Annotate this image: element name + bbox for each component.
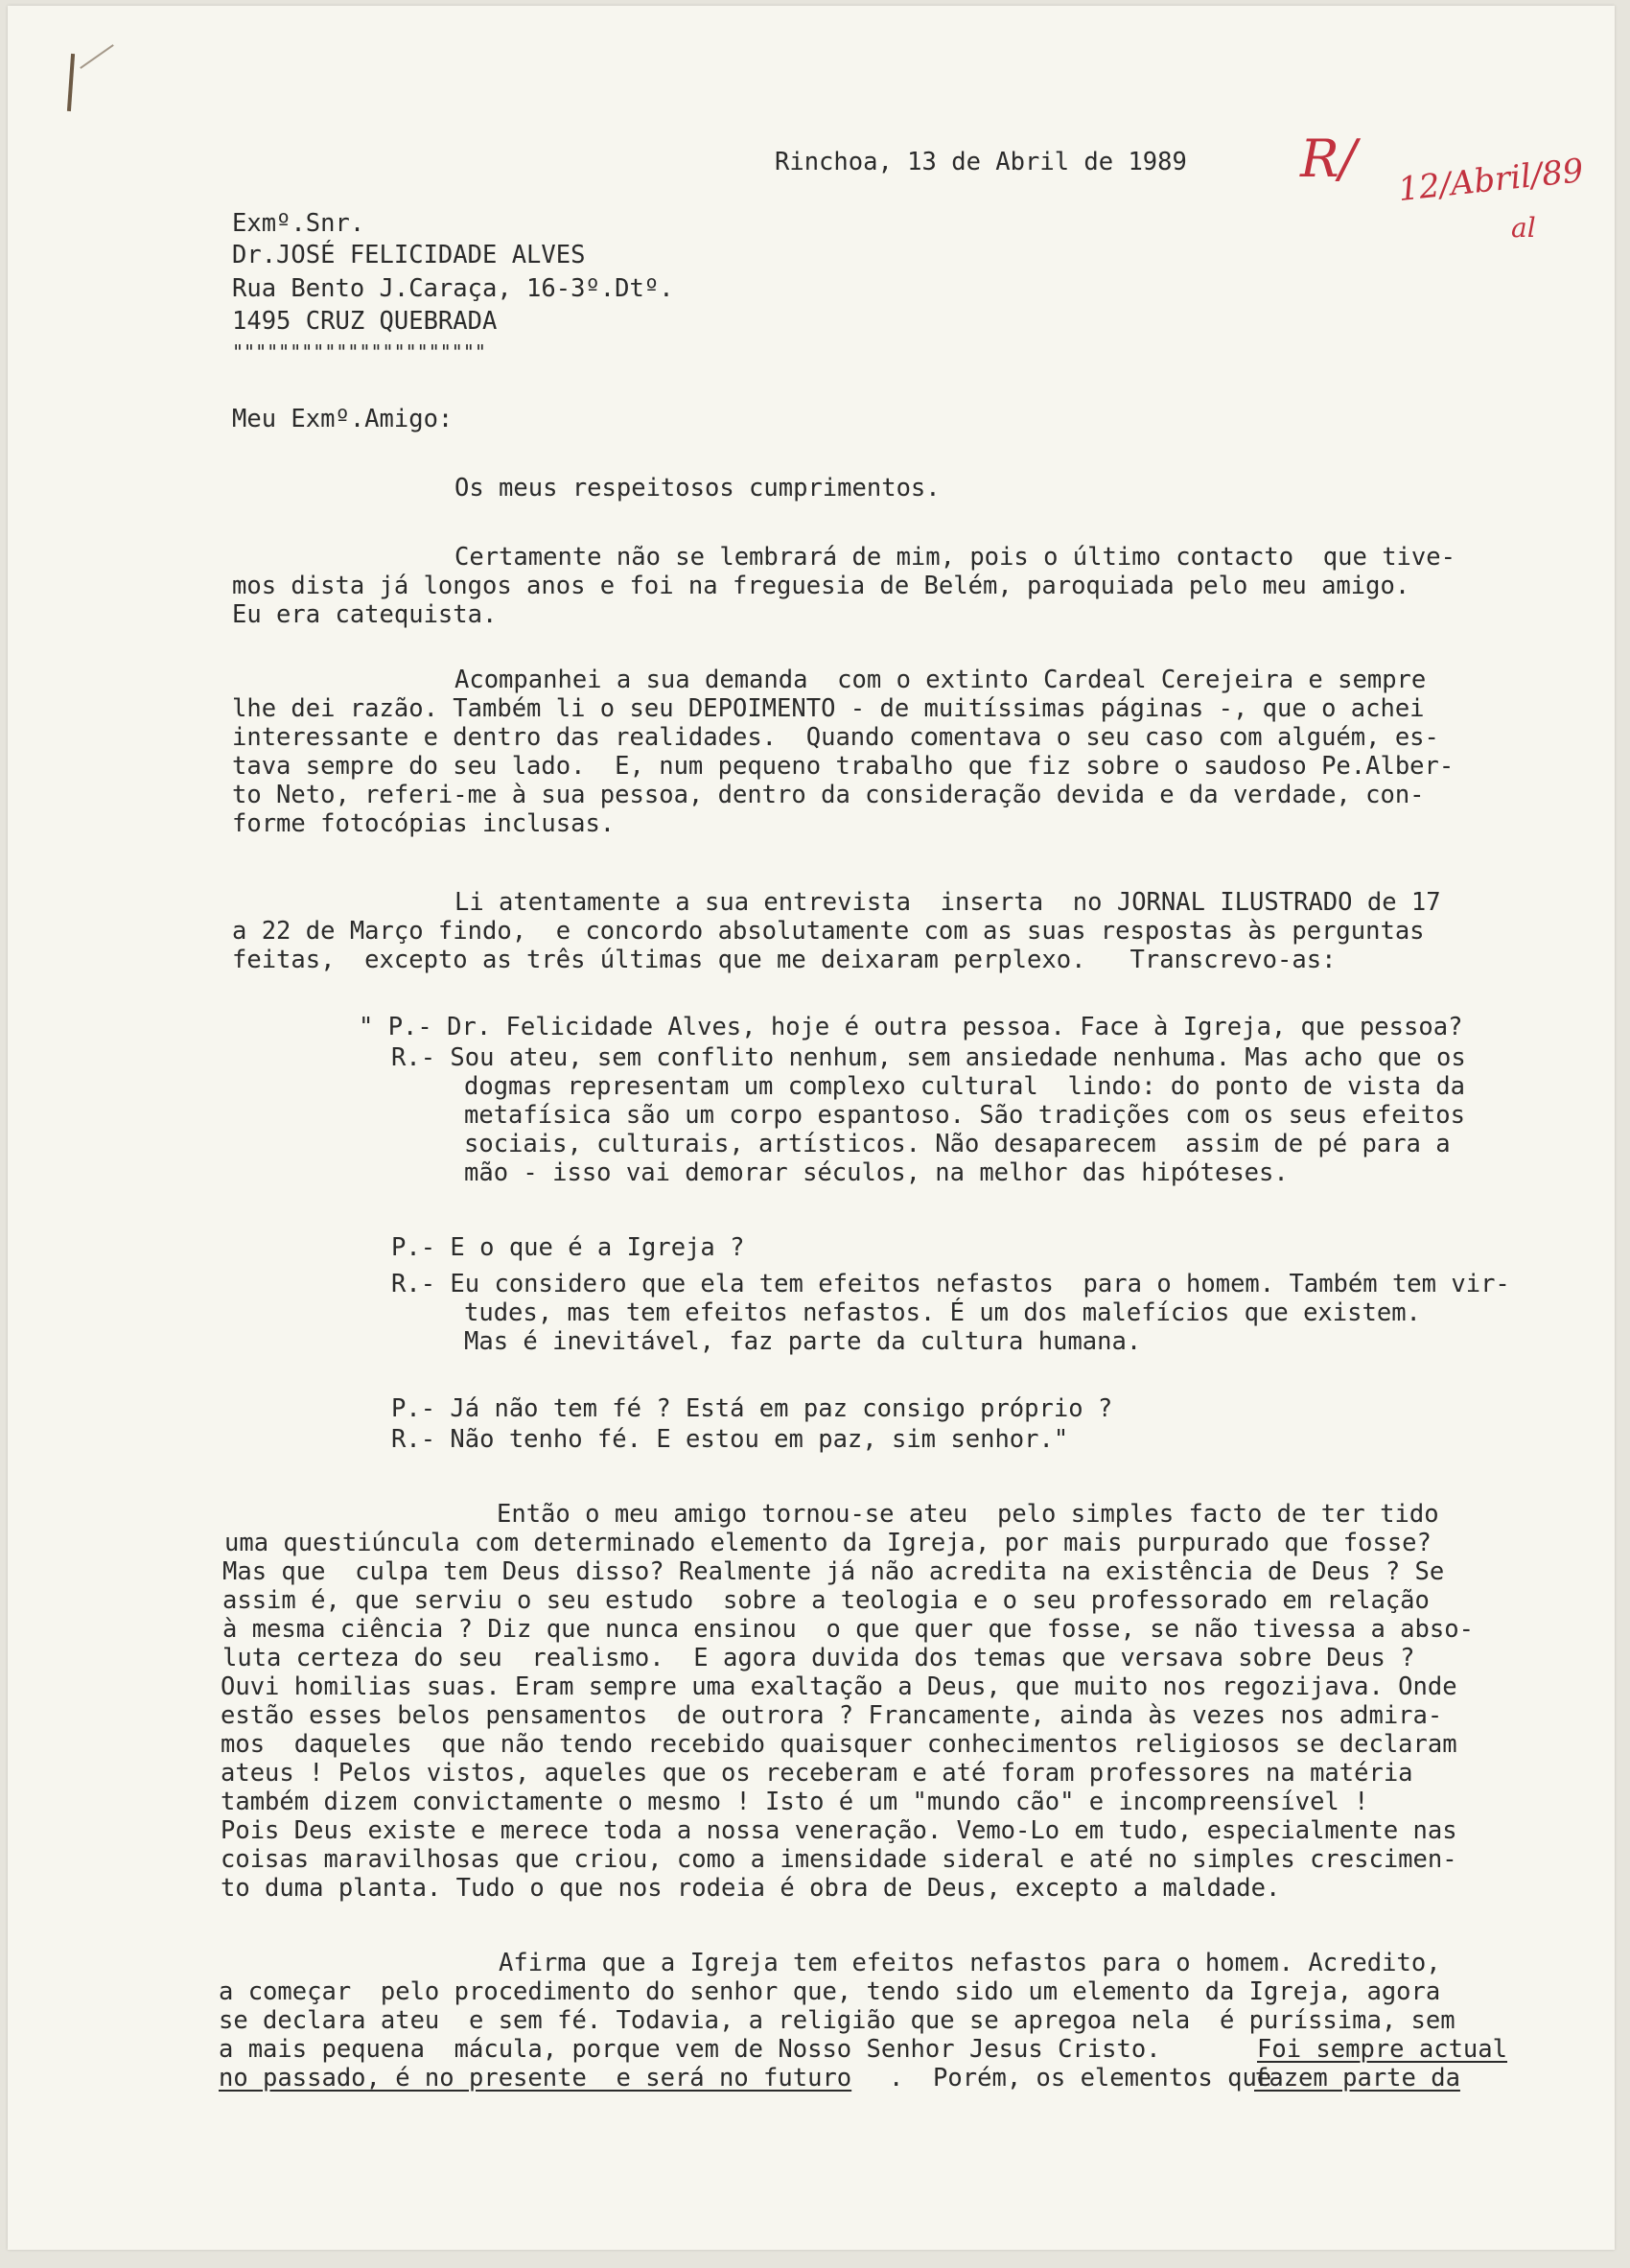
quote-answer-line: mão - isso vai demorar séculos, na melhor das hipóteses. — [464, 1158, 1289, 1187]
paragraph-line: Pois Deus existe e merece toda a nossa veneração. Vemo-Lo em tudo, especialmente nas — [221, 1816, 1457, 1845]
paragraph-line: Li atentamente a sua entrevista inserta no JORNAL ILUSTRADO de 17 — [454, 888, 1441, 917]
paragraph-line: forme fotocópias inclusas. — [232, 809, 616, 838]
paragraph-line: coisas maravilhosas que criou, como a imensidade sideral e até no simples crescimen- — [221, 1845, 1457, 1874]
quote-answer-line: R.- Não tenho fé. E estou em paz, sim senhor." — [391, 1425, 1069, 1454]
paragraph-line: a 22 de Março findo, e concordo absolutamente com as suas respostas às perguntas — [232, 917, 1425, 946]
paragraph-line: assim é, que serviu o seu estudo sobre a teologia e o seu professorado em relação — [222, 1586, 1430, 1615]
quote-question: P.- E o que é a Igreja ? — [391, 1233, 745, 1262]
paragraph-line: se declara ateu e sem fé. Todavia, a religião que se apregoa nela é puríssima, sem — [219, 2006, 1455, 2035]
paragraph-line: to Neto, referi-me à sua pessoa, dentro da consideração devida e da verdade, con- — [232, 781, 1425, 809]
quote-question: P.- Já não tem fé ? Está em paz consigo próprio ? — [391, 1394, 1113, 1423]
reply-mark: R/ — [1300, 129, 1357, 189]
quote-answer-line: R.- Sou ateu, sem conflito nenhum, sem ansiedade nenhuma. Mas acho que os — [391, 1043, 1466, 1072]
paragraph-line: a mais pequena mácula, porque vem de Nosso Senhor Jesus Cristo. — [219, 2035, 1161, 2064]
paragraph-line: . Porém, os elementos que — [889, 2064, 1272, 2093]
underlined-phrase: no passado, é no presente e será no futuro — [219, 2064, 852, 2093]
quote-question: " P.- Dr. Felicidade Alves, hoje é outra pessoa. Face à Igreja, que pessoa? — [359, 1013, 1463, 1041]
quote-answer-line: sociais, culturais, artísticos. Não desaparecem assim de pé para a — [464, 1130, 1451, 1158]
paragraph-line: feitas, excepto as três últimas que me deixaram perplexo. Transcrevo-as: — [232, 946, 1337, 974]
paragraph-line: à mesma ciência ? Diz que nunca ensinou o que quer que fosse, se não tivessa a abso- — [222, 1615, 1474, 1644]
paragraph-line: Certamente não se lembrará de mim, pois o último contacto que tive- — [454, 543, 1455, 572]
address-underline: """""""""""""""""""""" — [232, 340, 486, 363]
paragraph-line: mos dista já longos anos e foi na freguesia de Belém, paroquiada pelo meu amigo. — [232, 572, 1410, 600]
paragraph-line: to duma planta. Tudo o que nos rodeia é obra de Deus, excepto a maldade. — [221, 1874, 1281, 1903]
address-line: Exmº.Snr. — [232, 209, 365, 238]
letter-page — [8, 6, 1615, 2250]
letter-date: Rinchoa, 13 de Abril de 1989 — [775, 148, 1187, 176]
underlined-phrase: fazem parte da — [1254, 2064, 1460, 2093]
quote-answer-line: metafísica são um corpo espantoso. São tradições com os seus efeitos — [464, 1101, 1465, 1130]
underlined-phrase: Foi sempre actual — [1257, 2035, 1507, 2064]
paragraph-line: uma questiúncula com determinado elemento da Igreja, por mais purpurado que fosse? — [224, 1529, 1432, 1557]
quote-answer-line: tudes, mas tem efeitos nefastos. É um dos malefícios que existem. — [464, 1298, 1421, 1327]
reply-date: 12/Abril/89 — [1396, 151, 1586, 210]
quote-answer-line: R.- Eu considero que ela tem efeitos nefastos para o homem. Também tem vir- — [391, 1270, 1510, 1298]
paragraph-line: ateus ! Pelos vistos, aqueles que os receberam e até foram professores na matéria — [221, 1759, 1413, 1788]
quote-answer-line: Mas é inevitável, faz parte da cultura humana. — [464, 1327, 1142, 1356]
paragraph-line: Então o meu amigo tornou-se ateu pelo simples facto de ter tido — [497, 1500, 1439, 1529]
paragraph-line: estão esses belos pensamentos de outrora ? Francamente, ainda às vezes nos admira- — [221, 1701, 1443, 1730]
paragraph-line: lhe dei razão. Também li o seu DEPOIMENTO - de muitíssimas páginas -, que o achei — [232, 694, 1425, 723]
paragraph-line: mos daqueles que não tendo recebido quaisquer conhecimentos religiosos se declaram — [221, 1730, 1457, 1759]
reply-initials: al — [1511, 212, 1536, 244]
paragraph-line: Eu era catequista. — [232, 600, 498, 629]
paragraph-line: Afirma que a Igreja tem efeitos nefastos para o homem. Acredito, — [499, 1949, 1441, 1977]
paragraph-line: interessante e dentro das realidades. Quando comentava o seu caso com alguém, es- — [232, 723, 1439, 752]
salutation: Meu Exmº.Amigo: — [232, 405, 454, 433]
paragraph-line: Ouvi homilias suas. Eram sempre uma exaltação a Deus, que muito nos regozijava. Onde — [221, 1672, 1457, 1701]
paragraph-line: Mas que culpa tem Deus disso? Realmente já não acredita na existência de Deus ? Se — [222, 1557, 1445, 1586]
paragraph-line: luta certeza do seu realismo. E agora duvida dos temas que versava sobre Deus ? — [222, 1644, 1415, 1672]
paragraph-line: Acompanhei a sua demanda com o extinto Cardeal Cerejeira e sempre — [454, 666, 1427, 694]
paragraph-line: tava sempre do seu lado. E, num pequeno trabalho que fiz sobre o saudoso Pe.Alber- — [232, 752, 1455, 781]
paragraph-line: também dizem convictamente o mesmo ! Isto é um "mundo cão" e incompreensível ! — [221, 1788, 1369, 1816]
greeting: Os meus respeitosos cumprimentos. — [454, 474, 941, 503]
address-line: 1495 CRUZ QUEBRADA — [232, 307, 498, 336]
quote-answer-line: dogmas representam um complexo cultural lindo: do ponto de vista da — [464, 1072, 1465, 1101]
margin-mark-stroke — [80, 44, 114, 69]
address-line: Dr.JOSÉ FELICIDADE ALVES — [232, 241, 586, 269]
address-line: Rua Bento J.Caraça, 16-3º.Dtº. — [232, 274, 674, 303]
margin-mark — [67, 54, 75, 111]
paragraph-line: a começar pelo procedimento do senhor que, tendo sido um elemento da Igreja, agora — [219, 1977, 1441, 2006]
